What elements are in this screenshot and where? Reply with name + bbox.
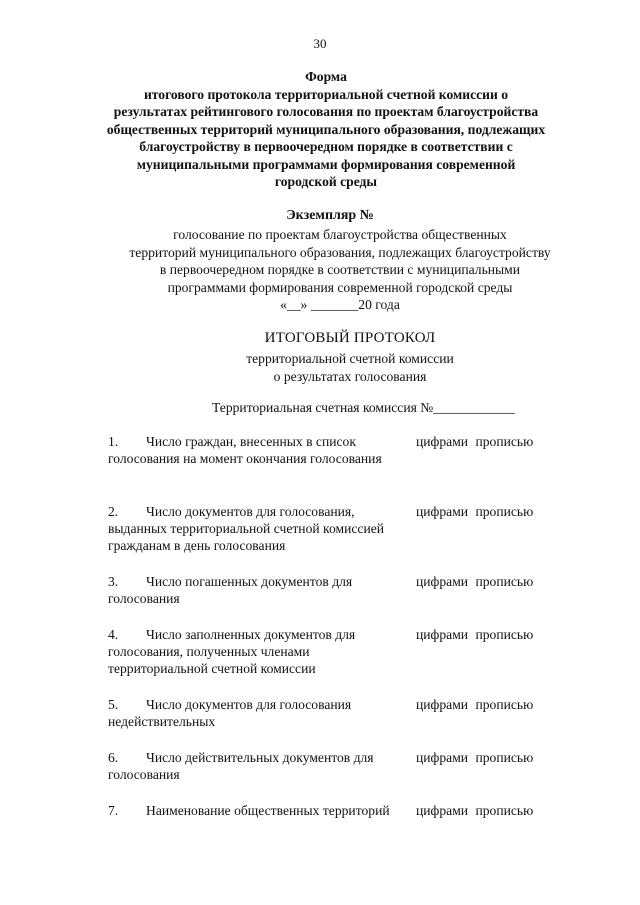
- form-title-line: благоустройству в первоочередном порядке в соответствии с: [139, 139, 513, 154]
- copy-desc-line: территорий муниципального образования, подлежащих благоустройству: [129, 244, 551, 260]
- copy-description: [100, 226, 580, 314]
- form-title-line: Форма: [305, 69, 347, 84]
- item-text: Число заполненных документов для голосования, полученных членами территориальной счетной комиссии: [108, 627, 356, 676]
- list-item: [108, 626, 558, 696]
- words-column-label: прописью: [475, 750, 534, 765]
- item-text: Число погашенных документов для голосования: [108, 574, 353, 606]
- words-column-label: прописью: [475, 697, 534, 712]
- page-number: 30: [313, 36, 327, 51]
- commission-number-line: Территориальная счетная комиссия №____________: [212, 400, 515, 415]
- item-number: 4.: [108, 627, 119, 642]
- digits-column-label: цифрами: [416, 627, 469, 642]
- form-title-line: общественных территорий муниципального образования, подлежащих: [106, 121, 546, 137]
- item-text: Число граждан, внесенных в список голосования на момент окончания голосования: [108, 434, 382, 466]
- form-title-line: городской среды: [274, 174, 378, 189]
- words-column-label: прописью: [475, 627, 534, 642]
- digits-column-label: цифрами: [416, 697, 469, 712]
- item-text: Наименование общественных территорий: [146, 803, 390, 818]
- item-number: 1.: [108, 434, 119, 449]
- digits-column-label: цифрами: [416, 434, 469, 449]
- copy-title: Экземпляр №: [286, 208, 374, 223]
- words-column-label: прописью: [475, 574, 534, 589]
- item-number: 5.: [108, 697, 119, 712]
- digits-column-label: цифрами: [416, 803, 469, 818]
- digits-column-label: цифрами: [416, 504, 469, 519]
- item-number: 7.: [108, 803, 119, 818]
- item-columns: [416, 573, 533, 590]
- item-columns: [416, 696, 533, 713]
- protocol-sub-line: о результатах голосования: [273, 368, 427, 384]
- item-number: 6.: [108, 750, 119, 765]
- protocol-subheading: [0, 350, 640, 385]
- item-columns: [416, 802, 533, 819]
- digits-column-label: цифрами: [416, 574, 469, 589]
- list-item: [108, 503, 558, 573]
- protocol-heading: ИТОГОВЫЙ ПРОТОКОЛ: [264, 330, 436, 346]
- item-number: 3.: [108, 574, 119, 589]
- list-item: [108, 749, 558, 802]
- words-column-label: прописью: [475, 803, 534, 818]
- item-columns: [416, 749, 533, 766]
- copy-desc-line: голосование по проектам благоустройства общественных: [173, 227, 507, 242]
- item-text: Число документов для голосования, выданных территориальной счетной комиссией гражданам в день голосования: [108, 504, 385, 553]
- copy-desc-line: в первоочередном порядке в соответствии с муниципальными: [159, 262, 521, 277]
- words-column-label: прописью: [475, 504, 534, 519]
- item-text: Число действительных документов для голосования: [108, 750, 374, 782]
- form-title-line: итогового протокола территориальной счетной комиссии о: [143, 86, 509, 102]
- item-columns: [416, 503, 533, 520]
- list-item: [108, 573, 558, 626]
- words-column-label: прописью: [475, 434, 534, 449]
- copy-desc-line: программами формирования современной городской среды: [167, 279, 513, 295]
- form-title-line: муниципальными программами формирования современной: [136, 156, 516, 172]
- item-columns: [416, 433, 533, 450]
- form-title-line: результатах рейтингового голосования по проектам благоустройства: [113, 104, 539, 119]
- list-item: [108, 802, 558, 842]
- copy-desc-date-line: «__» _______20 года: [280, 297, 400, 312]
- list-item: [108, 696, 558, 749]
- protocol-items-list: [108, 433, 558, 842]
- item-text: Число документов для голосования недействительных: [108, 697, 352, 729]
- item-number: 2.: [108, 504, 119, 519]
- list-item: [108, 433, 558, 503]
- protocol-sub-line: территориальной счетной комиссии: [246, 351, 454, 366]
- item-columns: [416, 626, 533, 643]
- digits-column-label: цифрами: [416, 750, 469, 765]
- form-title: [96, 68, 556, 191]
